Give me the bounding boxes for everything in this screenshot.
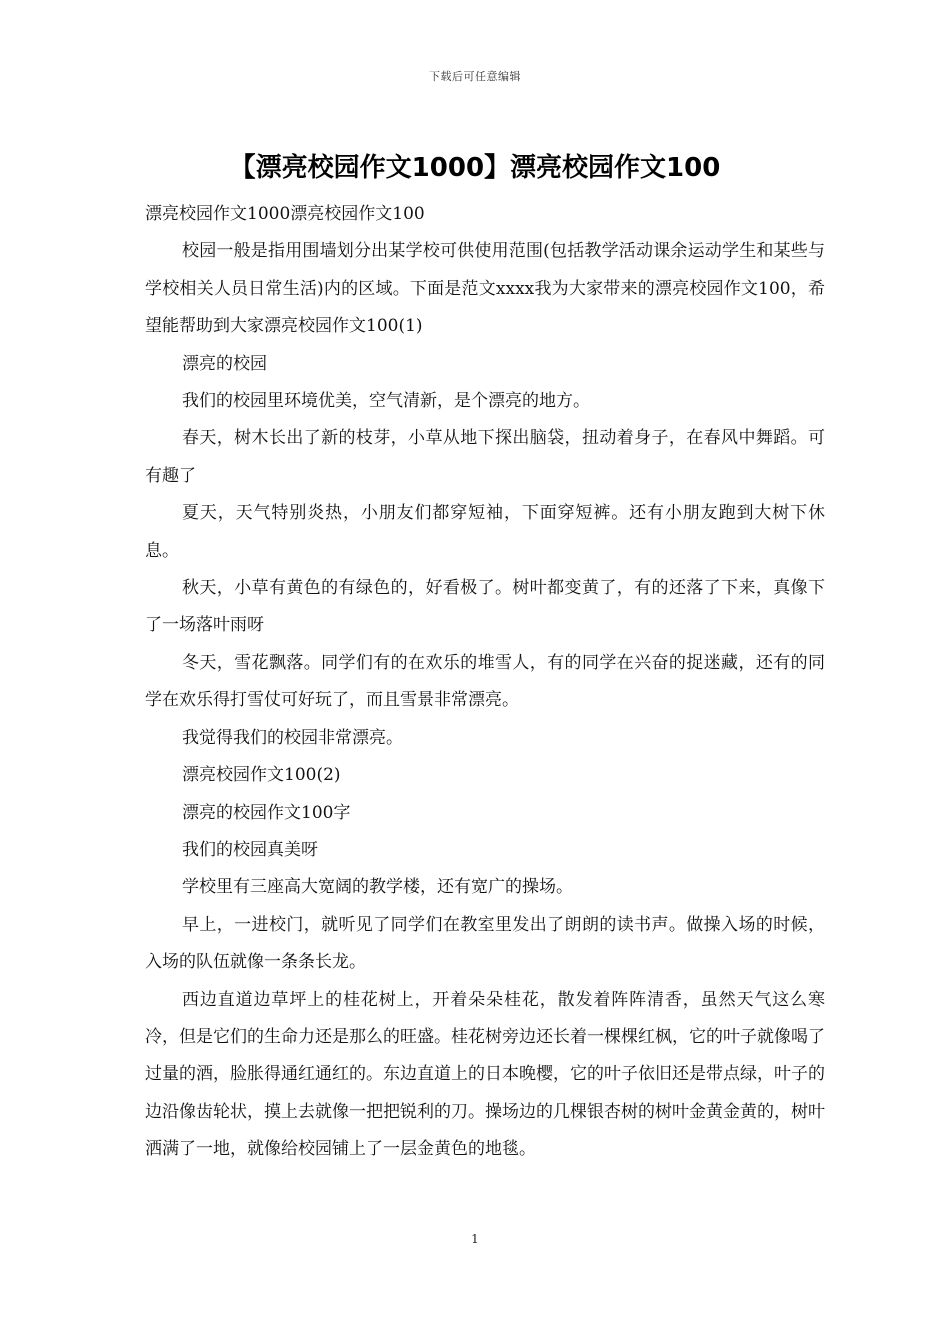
- paragraph: 学校里有三座高大宽阔的教学楼，还有宽广的操场。: [182, 877, 573, 898]
- page-header: 下载后可任意编辑: [429, 70, 521, 83]
- paragraph: 秋天，小草有黄色的有绿色的，好看极了。树叶都变黄了，有的还落了下来，真像下了一场落叶雨呀: [145, 578, 825, 636]
- paragraph: 夏天，天气特别炎热，小朋友们都穿短袖，下面穿短裤。还有小朋友跑到大树下休息。: [145, 503, 825, 561]
- paragraph: 漂亮校园作文100(2): [182, 765, 341, 786]
- paragraph: 漂亮校园作文1000漂亮校园作文100: [145, 204, 425, 224]
- paragraph: 我觉得我们的校园非常漂亮。: [182, 727, 403, 748]
- paragraph: 春天，树木长出了新的枝芽，小草从地下探出脑袋，扭动着身子，在春风中舞蹈。可有趣了: [145, 428, 825, 486]
- document-body: [145, 196, 825, 1169]
- paragraph: 早上，一进校门，就听见了同学们在教室里发出了朗朗的读书声。做操入场的时候，入场的队伍就像一条条长龙。: [145, 914, 825, 973]
- paragraph: 我们的校园真美呀: [182, 839, 318, 860]
- paragraph: 漂亮的校园: [182, 353, 267, 374]
- paragraph: 我们的校园里环境优美，空气清新，是个漂亮的地方。: [182, 391, 590, 412]
- paragraph: 冬天，雪花飘落。同学们有的在欢乐的堆雪人，有的同学在兴奋的捉迷藏，还有的同学在欢乐得打雪仗可好玩了，而且雪景非常漂亮。: [145, 652, 825, 711]
- paragraph: 漂亮的校园作文100字: [182, 802, 351, 823]
- paragraph: 西边直道边草坪上的桂花树上，开着朵朵桂花，散发着阵阵清香，虽然天气这么寒冷，但是它们的生命力还是那么的旺盛。桂花树旁边还长着一棵棵红枫，它的叶子就像喝了过量的酒，脸胀得通红通红的。东边直道上的日本晚樱，它的叶子依旧还是带点绿，叶子的边沿像齿轮状，摸上去就像一把把锐利的刀。操场边的几棵银杏树的树叶金黄金黄的，树叶洒满了一地，就像给校园铺上了一层金黄色的地毯。: [145, 989, 825, 1160]
- paragraph: 校园一般是指用围墙划分出某学校可供使用范围(包括教学活动课余运动学生和某些与学校相关人员日常生活)内的区域。下面是范文xxxx我为大家带来的漂亮校园作文100，希望能帮助到大家漂亮校园作文100(1): [145, 241, 825, 337]
- document-title: 【漂亮校园作文1000】漂亮校园作文100: [229, 153, 721, 183]
- page-number: 1: [471, 1232, 479, 1246]
